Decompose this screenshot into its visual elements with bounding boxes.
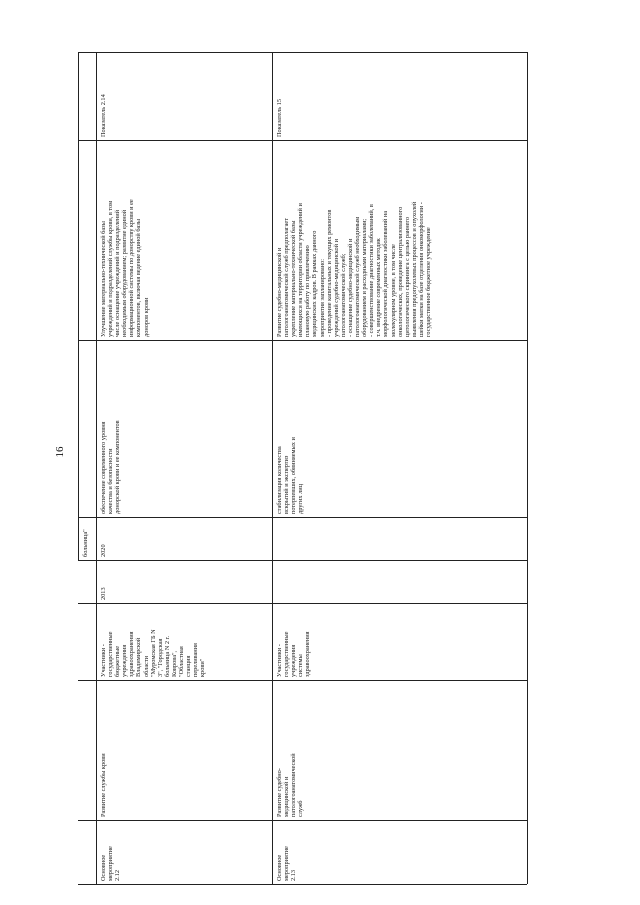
table-border [78, 517, 527, 518]
row-1-indicator: Показатель 2.14 [100, 94, 107, 137]
table-border [78, 560, 527, 561]
table-border [78, 517, 79, 560]
table-border [78, 52, 527, 53]
row-1-end-year: 2020 [100, 544, 107, 557]
table-border [78, 884, 527, 885]
table-border [78, 820, 527, 821]
page-number: 16 [54, 446, 66, 458]
table-border [78, 52, 79, 560]
row-1-result: обеспечение современного уровня качества и безопасности донорской крови и ее компонентов [100, 420, 122, 514]
row-1-start-year: 2013 [100, 587, 107, 600]
row-2-name: Развитие судебно- медицинской и патологоанатомической служб [276, 753, 305, 817]
row-2-measure: Основное мероприятие 2.13 [276, 846, 298, 881]
table-border [78, 140, 527, 141]
row-2-start-year [276, 563, 525, 600]
row-1-name: Развитие службы крови [100, 753, 107, 817]
row-2-result: стабилизация количества вскрытий и экспертиз потерпевших, обвиняемых и других лиц [276, 437, 305, 514]
header-cell: больница" [82, 529, 89, 557]
table-border [78, 603, 527, 604]
row-2-content: Развитие судебно-медицинской и патологоанатомической служб предполагает укрепление материально-технической базы имеющихся на территории области учреждений и плановую работу по привлечению медицинских кадров. В рамках данного мероприятия запланировано: - проведение капитальных и текущих ремонтов учреждений судебно-медицинской и патологоанатомической служб; - оснащение судебно-медицинской и патологоанатомической служб необходимым оборудованием и расходными материалами; - совершенствование диагностики заболеваний, в т.ч. внедрение современных методик морфологической диагностики заболеваний на молекулярном уровне, в том числе онкологических, проведение централизованного цитологического скрининга с целью раннего выявления предопухолевых процессов и опухолей шейки матки на базе отделения онкоморфологии - государственное бюджетное учреждение [276, 201, 432, 337]
table-border [96, 52, 97, 884]
row-1-measure: Основное мероприятие 2.12 [100, 846, 122, 881]
table-border [78, 340, 527, 341]
row-1-content: Улучшение материально-технической базы учреждений и подразделений службы крови, в том числе оснащение учреждений и подразделений необходимым оборудованием; развитие единой информационной системы по донорству крови и ее компонентов, включая ведение единой базы доноров крови [100, 199, 150, 337]
row-1-executors: Участники - государственные бюджетные учреждения здравоохранения Владимирской области "Муромская ГБ N 3", "Городская больница N 2 г. Коврова", "Областная станция переливания крови" [100, 629, 207, 677]
table-border [78, 680, 527, 681]
row-2-end-year [276, 520, 525, 557]
table-border [272, 52, 273, 884]
table-border [527, 52, 528, 884]
row-2-indicator: Показатель 15 [276, 98, 283, 137]
row-2-executors: Участники - государственные учреждения системы здравоохранения [276, 631, 312, 677]
